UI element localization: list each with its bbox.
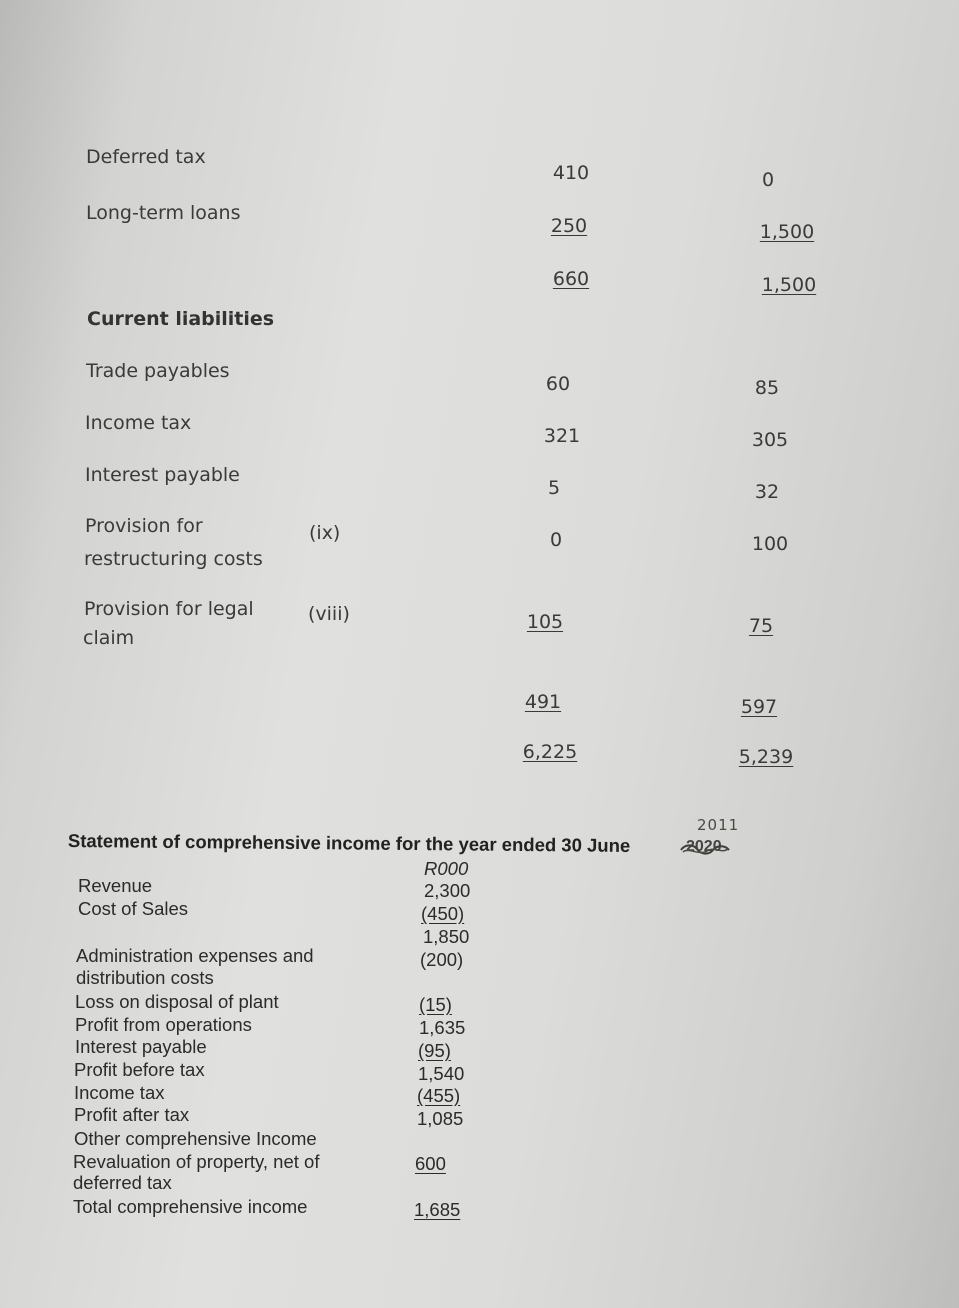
- value-legal-claim-col1: 105: [526, 611, 564, 633]
- is-value-admin: (200): [420, 949, 464, 970]
- row-label-deferred-tax: Deferred tax: [86, 146, 206, 168]
- is-label-revaluation-line1: Revaluation of property, net of: [73, 1151, 320, 1172]
- scribble-mark-icon: [679, 842, 731, 858]
- value-restructuring-col1: 0: [549, 529, 563, 551]
- value-trade-payables-col2: 85: [754, 377, 780, 399]
- is-label-profit-before-tax: Profit before tax: [74, 1059, 205, 1080]
- value-non-current-subtotal-col1: 660: [552, 268, 590, 290]
- is-label-admin-line2: distribution costs: [76, 967, 214, 988]
- value-grand-total-col2: 5,239: [738, 746, 794, 768]
- is-label-cost-of-sales: Cost of Sales: [78, 898, 189, 919]
- is-label-loss-on-disposal: Loss on disposal of plant: [75, 991, 279, 1012]
- is-label-income-tax: Income tax: [74, 1082, 165, 1103]
- handwritten-year-annotation: 2011: [697, 816, 740, 834]
- value-legal-claim-col2: 75: [748, 615, 774, 637]
- is-value-profit-from-operations: 1,635: [419, 1017, 466, 1038]
- value-trade-payables-col1: 60: [545, 373, 571, 395]
- is-value-loss-on-disposal: (15): [419, 994, 452, 1015]
- is-label-interest-payable: Interest payable: [75, 1036, 207, 1057]
- unit-label: R000: [424, 858, 469, 879]
- value-long-term-loans-col2: 1,500: [759, 221, 815, 243]
- value-deferred-tax-col2: 0: [761, 169, 775, 191]
- value-income-tax-col2: 305: [751, 429, 789, 451]
- value-grand-total-col1: 6,225: [522, 741, 578, 763]
- is-label-revenue: Revenue: [78, 875, 153, 896]
- is-value-revaluation: 600: [415, 1153, 446, 1174]
- note-ref-viii: (viii): [308, 603, 350, 625]
- value-current-subtotal-col1: 491: [524, 691, 562, 713]
- income-statement-heading: Statement of comprehensive income for the year ended 30 June: [67, 830, 631, 856]
- is-label-revaluation-line2: deferred tax: [73, 1172, 172, 1193]
- value-income-tax-col1: 321: [543, 425, 581, 447]
- row-label-legal-claim-line1: Provision for legal: [84, 598, 254, 620]
- row-label-restructuring-line1: Provision for: [85, 515, 203, 537]
- is-value-total-comprehensive-income: 1,685: [414, 1199, 461, 1220]
- row-label-income-tax: Income tax: [85, 412, 192, 434]
- is-value-gross-profit: 1,850: [423, 926, 470, 947]
- is-value-profit-before-tax: 1,540: [418, 1063, 465, 1084]
- row-label-legal-claim-line2: claim: [83, 627, 135, 649]
- is-value-cost-of-sales: (450): [421, 903, 465, 924]
- row-label-long-term-loans: Long-term loans: [86, 202, 241, 224]
- is-label-total-comprehensive-income: Total comprehensive income: [73, 1196, 308, 1217]
- row-label-restructuring-line2: restructuring costs: [84, 548, 263, 570]
- is-label-admin-line1: Administration expenses and: [76, 945, 314, 966]
- value-interest-payable-col1: 5: [547, 477, 561, 499]
- is-value-profit-after-tax: 1,085: [417, 1108, 464, 1129]
- value-long-term-loans-col1: 250: [550, 215, 588, 237]
- value-current-subtotal-col2: 597: [740, 696, 778, 718]
- income-statement-heading-year: 2020: [686, 838, 722, 855]
- is-value-income-tax: (455): [417, 1085, 461, 1106]
- is-label-other-comprehensive-income: Other comprehensive Income: [74, 1128, 317, 1149]
- row-label-interest-payable: Interest payable: [85, 464, 240, 486]
- section-heading-current-liabilities: Current liabilities: [87, 308, 275, 330]
- value-interest-payable-col2: 32: [754, 481, 780, 503]
- is-value-interest-payable: (95): [418, 1040, 451, 1061]
- note-ref-ix: (ix): [309, 522, 341, 544]
- is-label-profit-after-tax: Profit after tax: [74, 1104, 190, 1125]
- is-label-profit-from-operations: Profit from operations: [75, 1014, 252, 1035]
- value-deferred-tax-col1: 410: [552, 162, 590, 184]
- is-value-revenue: 2,300: [424, 880, 471, 901]
- value-restructuring-col2: 100: [751, 533, 789, 555]
- value-non-current-subtotal-col2: 1,500: [761, 274, 817, 296]
- row-label-trade-payables: Trade payables: [86, 360, 230, 382]
